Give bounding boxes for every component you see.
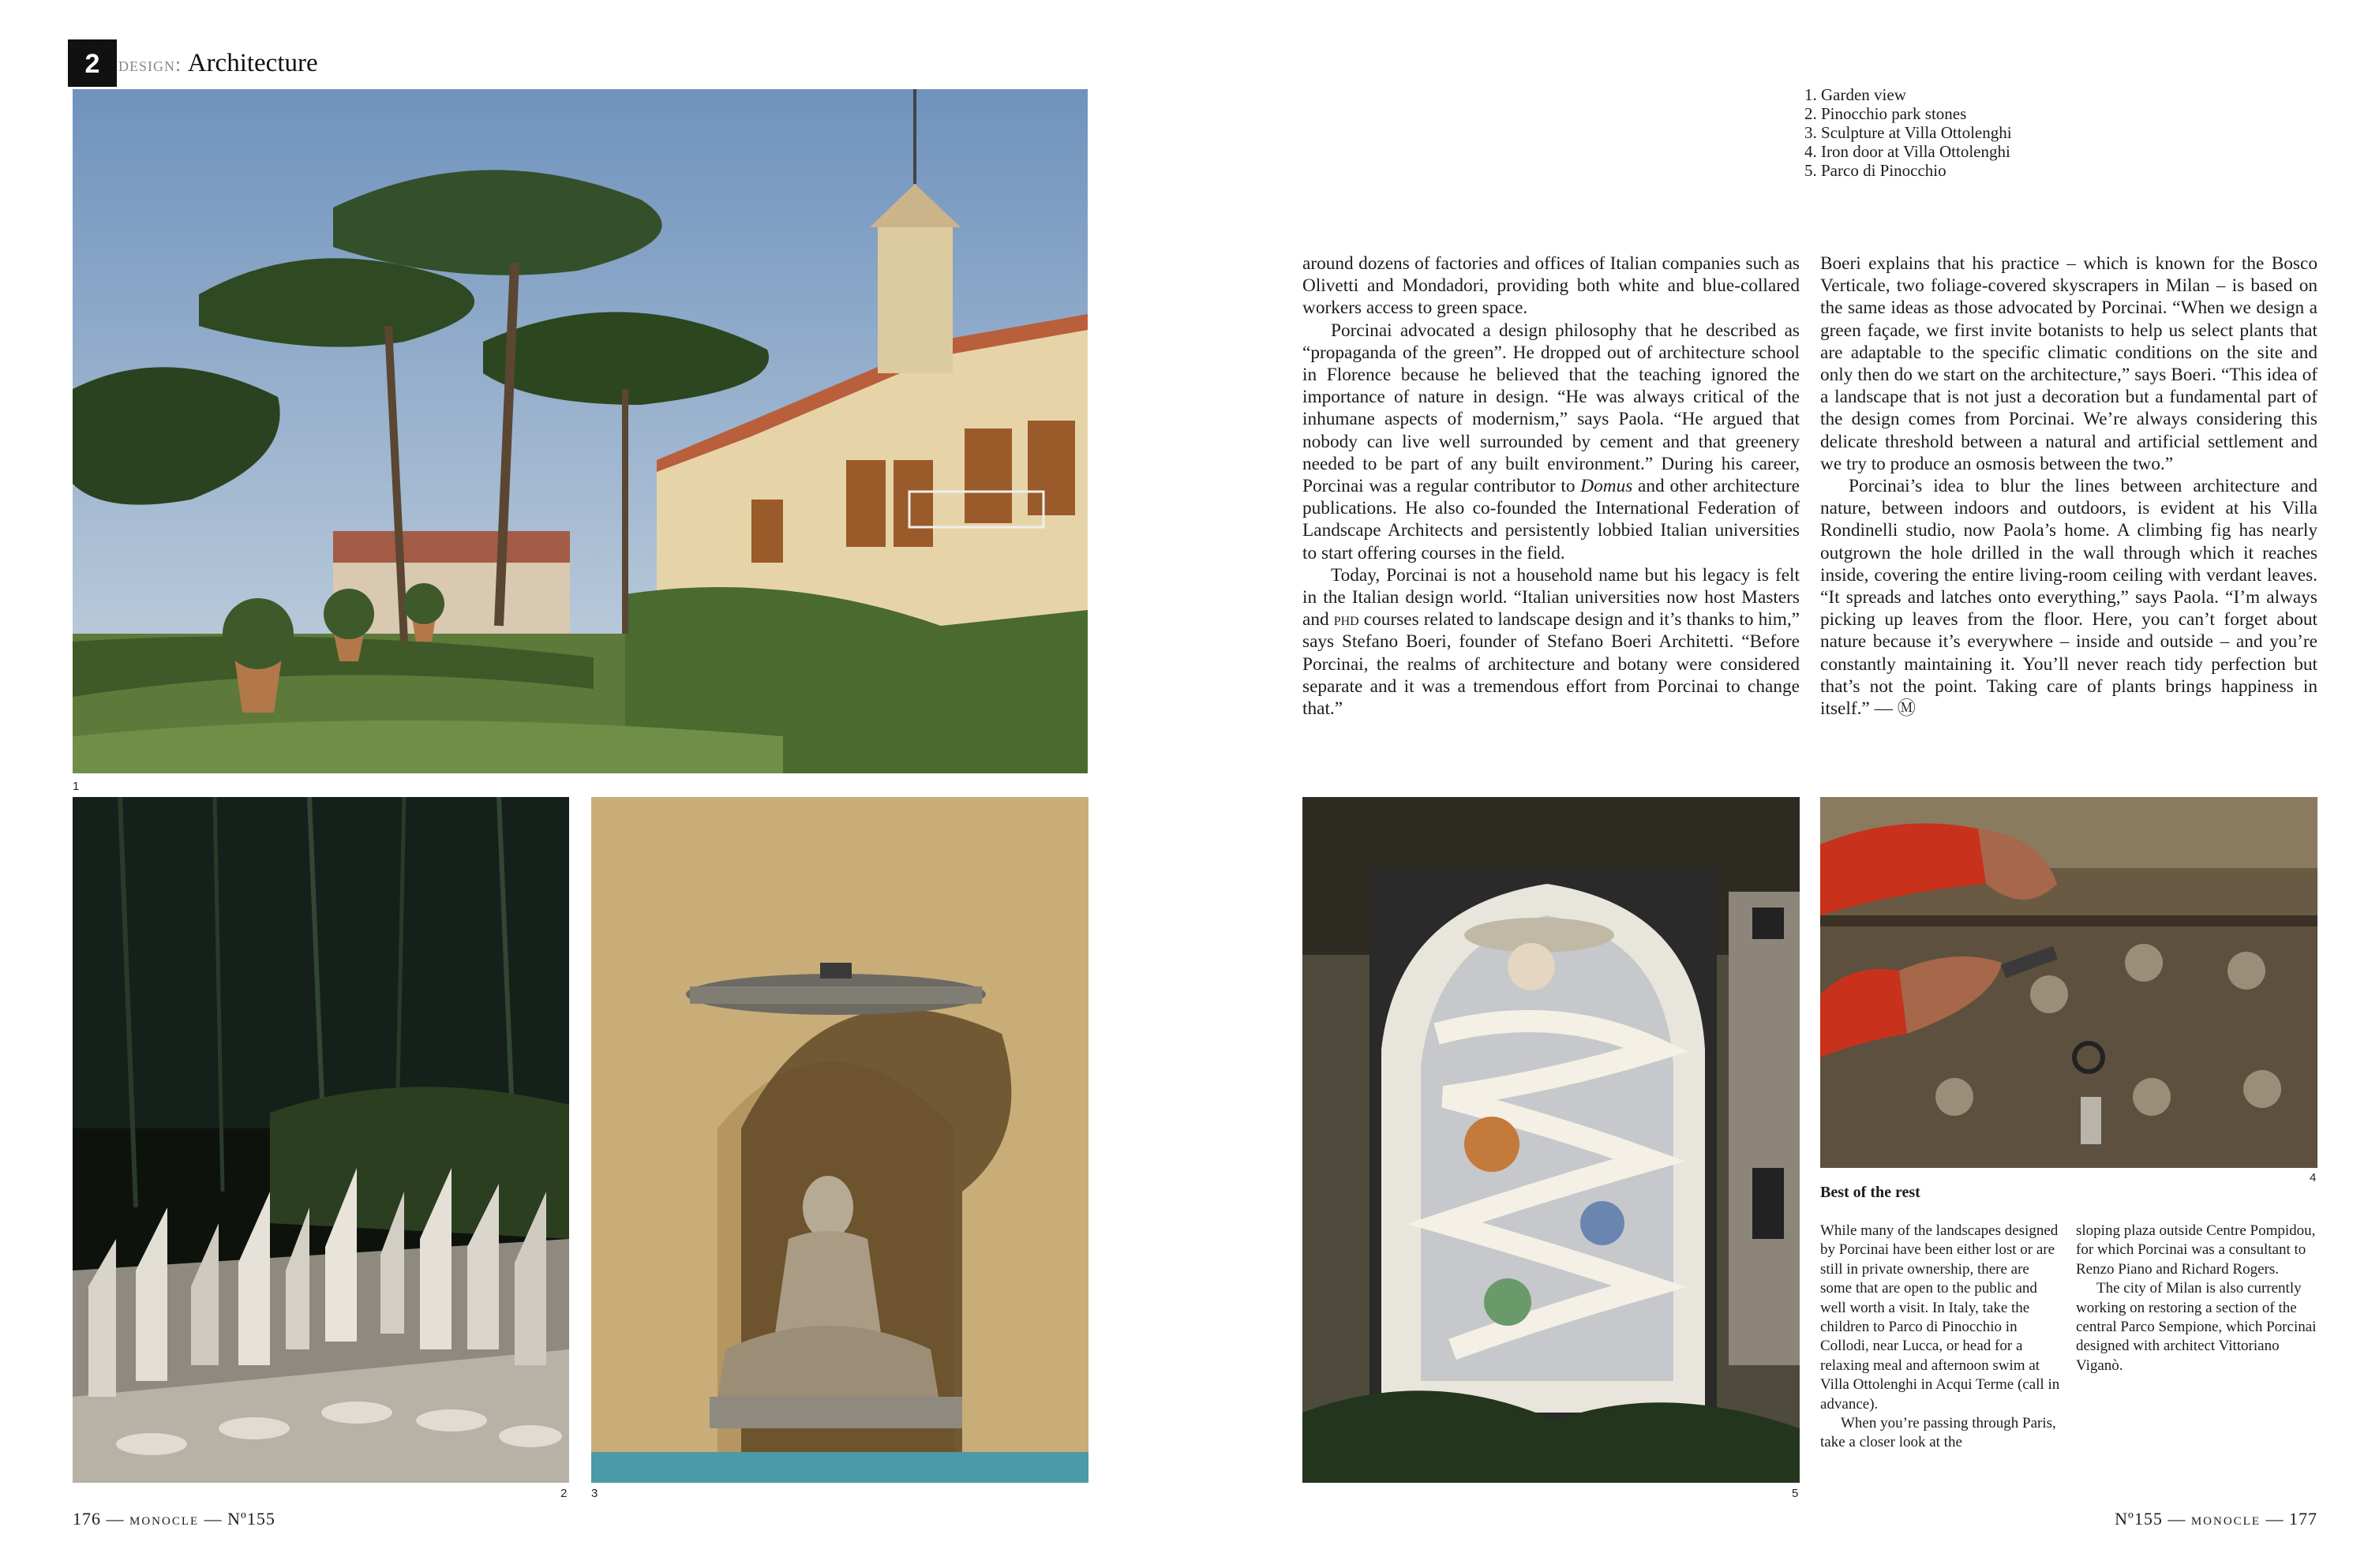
page-number-right: 177 <box>2289 1509 2317 1529</box>
sidebar-column-1 <box>1820 1222 2062 1453</box>
sidebar-column-2 <box>2076 1222 2317 1375</box>
caption-item: 4. Iron door at Villa Ottolenghi <box>1804 142 2010 161</box>
magazine-name-right: monocle <box>2190 1509 2261 1529</box>
end-mark-icon: Ⓜ <box>1897 698 1916 720</box>
magazine-name-left: monocle <box>129 1509 200 1529</box>
sidebar-paragraph: The city of Milan is also currently working on restoring a section of the central Parco Sempione, which Porcinai designed with architect Vittoriano Viganò. <box>2076 1280 2317 1374</box>
photo-sculpture-villa-ottolenghi <box>591 797 1088 1483</box>
section-topic: Architecture <box>187 49 318 77</box>
section-label <box>118 46 318 82</box>
publication-title: Domus <box>1580 476 1633 497</box>
folio-right: Nº155 — monocle — 177 <box>2115 1509 2317 1529</box>
issue-number-left: Nº155 <box>227 1509 275 1529</box>
section-category: design: <box>118 53 182 76</box>
issue-number-right: Nº155 <box>2115 1509 2163 1529</box>
article-column-1 <box>1302 253 1800 720</box>
article-column-2 <box>1820 253 2317 720</box>
figure-number-5: 5 <box>1792 1487 1799 1500</box>
figure-number-1: 1 <box>73 780 80 793</box>
figure-number-3: 3 <box>591 1487 598 1500</box>
page-number-left: 176 <box>73 1509 101 1529</box>
photo-iron-door-villa-ottolenghi <box>1820 797 2317 1168</box>
figure-number-2: 2 <box>560 1487 568 1500</box>
figure-number-4: 4 <box>2310 1171 2317 1184</box>
sidebar-paragraph: sloping plaza outside Centre Pompidou, for which Porcinai was a consultant to Renzo Piano and Richard Rogers. <box>2076 1222 2316 1278</box>
sidebar-heading: Best of the rest <box>1820 1184 1920 1201</box>
caption-list <box>1804 85 2012 180</box>
caption-item: 2. Pinocchio park stones <box>1804 104 1967 123</box>
sidebar-paragraph: When you’re passing through Paris, take a closer look at the <box>1820 1415 2056 1451</box>
article-paragraph: Today, Porcinai is not a household name but his legacy is felt in the Italian design world. “Italian universities now host Masters and phd courses related to landscape design and it’s thanks to him,” says Stefano Boeri, founder of Stefano Boeri Architetti. “Before Porcinai, the realms of architecture and botany were considered separate and it was a tremendous effort from Porcinai to change that.” <box>1302 564 1800 720</box>
caption-item: 1. Garden view <box>1804 85 1906 104</box>
folio-left: 176 — monocle — Nº155 <box>73 1509 275 1529</box>
article-paragraph: Boeri explains that his practice – which is known for the Bosco Verticale, two foliage-covered skyscrapers in Milan – is based on the same ideas as those advocated by Porcinai. “When we design a green façade, we first invite botanists to help us select plants that are adaptable to the specific climatic conditions on the site and only then do we start on the architecture,” says Boeri. “This idea of a landscape that is not just a decoration but a fundamental part of the design comes from Porcinai. We’re always considering this delicate threshold between a natural and artificial settlement and we try to produce an osmosis between the two.” <box>1820 253 2317 474</box>
photo-pinocchio-park-stones <box>73 797 569 1483</box>
section-number-badge: 2 <box>73 44 112 84</box>
article-paragraph: around dozens of factories and offices of Italian companies such as Olivetti and Mondadori, providing both white and blue-collared workers access to green space. <box>1302 253 1800 319</box>
photo-garden-view <box>73 89 1088 773</box>
photo-parco-di-pinocchio <box>1302 797 1800 1483</box>
caption-item: 5. Parco di Pinocchio <box>1804 161 1946 180</box>
sidebar-paragraph: While many of the landscapes designed by Porcinai have been either lost or are still in private ownership, there are some that are open to the public and well worth a visit. In Italy, take the children to Parco di Pinocchio in Collodi, near Lucca, or head for a relaxing meal and afternoon swim at Villa Ottolenghi in Acqui Terme (call in advance). <box>1820 1222 2060 1413</box>
caption-item: 3. Sculpture at Villa Ottolenghi <box>1804 123 2012 142</box>
article-paragraph: Porcinai advocated a design philosophy that he described as “propaganda of the green”. He dropped out of architecture school in Florence because he believed that the teaching ignored the importance of nature in design. “He was always critical of the inhumane aspects of modernism,” says Paola. “He argued that nobody can live well surrounded by cement and that greenery needed to be part of any built environment.” During his career, Porcinai was a regular contributor to Domus and other architecture publications. He also co-founded the International Federation of Landscape Architects and persistently lobbied Italian universities to start offering courses in the field. <box>1302 320 1800 563</box>
article-paragraph: Porcinai’s idea to blur the lines between architecture and nature, between indoors and outdoors, is evident at his Villa Rondinelli studio, now Paola’s home. A climbing fig has nearly outgrown the hole drilled in the wall through which it reaches inside, covering the entire living-room ceiling with verdant leaves. “It spreads and latches onto everything,” says Paola. “I’m always picking up leaves from the floor. Here, you can’t forget about nature because it’s everywhere – inside and outside – and you’re constantly maintaining it. You’ll never reach tidy perfection but that’s not the point. Taking care of plants brings happiness in itself.” — Ⓜ <box>1820 476 2317 720</box>
